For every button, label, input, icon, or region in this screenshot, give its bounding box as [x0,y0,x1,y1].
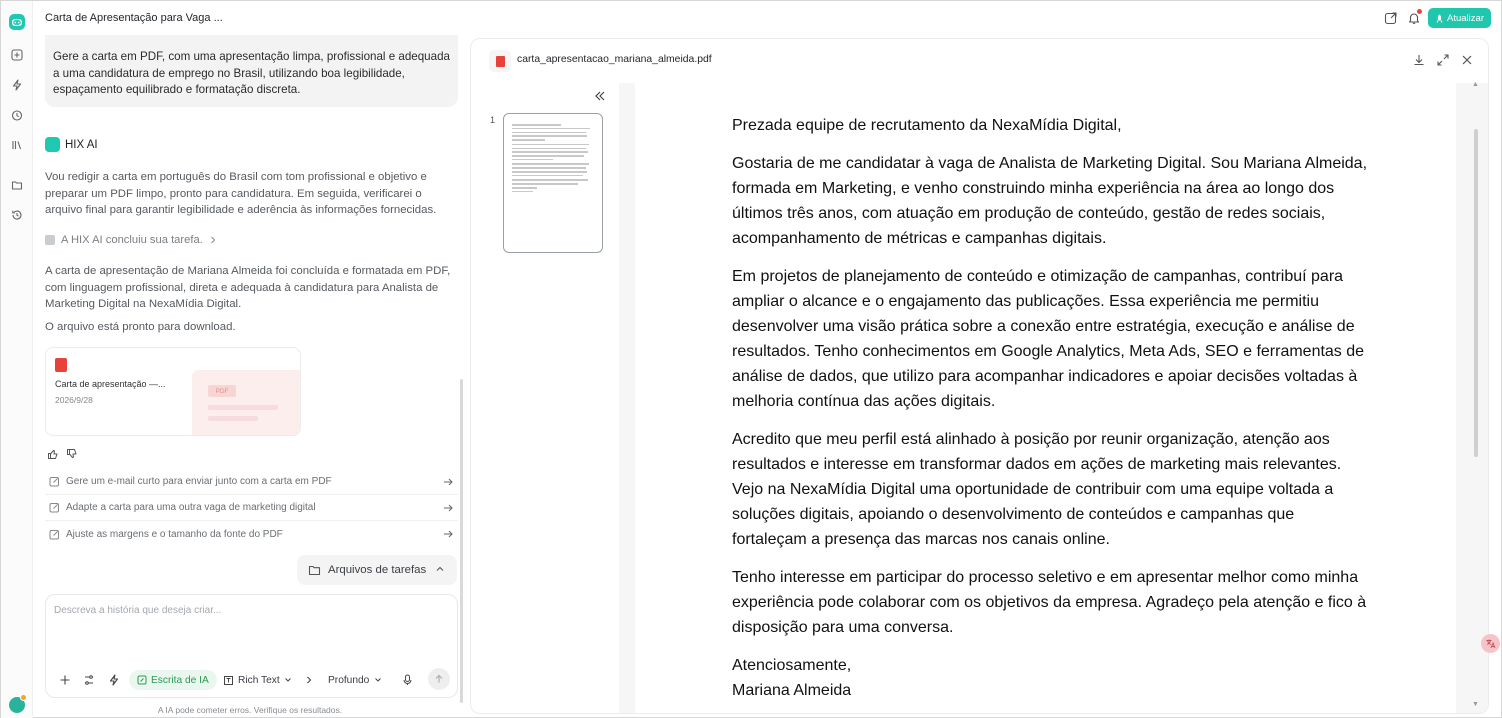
thumbs-up-icon[interactable] [47,448,59,460]
text-frame-icon [223,675,234,686]
ready-message: O arquivo está pronto para download. [45,321,236,333]
lightning-icon[interactable] [9,77,25,93]
task-status-label: A HIX AI concluiu sua tarefa. [61,234,203,246]
thumbs-down-icon[interactable] [66,448,78,460]
update-button[interactable] [1428,8,1491,28]
send-button[interactable] [428,668,450,690]
page-thumbnail[interactable] [503,113,603,253]
hix-logo-icon[interactable] [9,14,25,30]
arrow-right-icon [442,502,454,514]
ai-writing-toggle[interactable] [129,670,217,690]
library-icon[interactable] [9,137,25,153]
rocket-icon [1435,14,1444,23]
letter-signature: Mariana Almeida [732,682,852,699]
task-status[interactable] [45,234,217,246]
document-page [635,83,1456,714]
folder-icon[interactable] [9,177,25,193]
pen-icon [137,675,147,685]
ai-name: HIX AI [65,138,98,151]
new-chat-icon[interactable] [9,47,25,63]
arrow-right-icon [442,528,454,540]
expand-icon[interactable] [1436,53,1450,67]
letter-paragraph: Tenho interesse em participar do processo seletivo e em apresentar melhor como minha experiência pode colaborar com os objetivos da empresa. Agradeço pela atenção e fico à disposição para uma conversa. [732,569,1367,636]
user-message: Gere a carta em PDF, com uma apresentação limpa, profissional e adequada a uma candidatura de emprego no Brasil, utilizando boa legibilidade, espaçamento equilibrado e formatação discreta. [45,35,458,107]
chat-scrollbar[interactable] [460,379,463,703]
task-files-label: Arquivos de tarefas [328,564,427,576]
file-card-name: Carta de apresentação —... [55,379,166,389]
thumbnail-panel [471,83,619,714]
page-number: 1 [490,115,496,125]
microphone-icon[interactable] [402,670,413,690]
letter-closing: Atenciosamente, [732,657,852,674]
composer-input[interactable]: Descreva a história que deseja criar... [54,605,222,616]
file-card-date: 2026/9/28 [55,395,93,405]
chevron-right-icon [209,236,217,244]
document-area [619,83,1489,714]
chevron-up-icon [435,564,445,574]
pdf-file-icon [489,50,511,72]
history-icon[interactable] [9,207,25,223]
suggestion-label: Gere um e-mail curto para enviar junto com a carta em PDF [66,476,332,487]
rich-text-dropdown[interactable] [223,670,292,690]
ai-writing-label: Escrita de IA [151,674,209,686]
left-rail [1,1,33,718]
ai-result-message: A carta de apresentação de Mariana Almeida foi concluída e formatada em PDF, com linguagem profissional, direta e adequada à candidatura para Analista de Marketing Digital na NexaMídia Digital. [45,265,451,310]
arrow-up-icon [434,674,444,684]
download-icon[interactable] [1412,53,1426,67]
letter-salutation: Prezada equipe de recrutamento da NexaMídia Digital, [732,117,1122,134]
scroll-down-icon[interactable]: ▼ [1472,701,1479,708]
lightning-icon[interactable] [108,670,120,690]
tools-icon[interactable] [83,670,95,690]
collapse-panel-icon[interactable] [593,89,607,103]
letter-paragraph: Em projetos de planejamento de conteúdo e otimização de campanhas, contribuí para ampliar o alcance e o engajamento das publicações. Essa experiência me permitiu desenvolver uma visão prática sobre a conexão entre estratégia, execução e análise de resultados. Tenho conhecimentos em Google Analytics, Meta Ads, SEO e ferramentas de análise de dados, que utilizo para acompanhar indicadores e apoiar decisões voltadas à melhoria contínua das ações digitais. [732,268,1365,410]
pdf-viewer [470,38,1489,714]
clock-icon[interactable] [9,107,25,123]
hix-ai-logo-icon [45,137,60,152]
task-files-button[interactable] [297,555,457,585]
update-label: Atualizar [1447,12,1484,24]
letter-paragraph: Gostaria de me candidatar à vaga de Analista de Marketing Digital. Sou Mariana Almeida, formada em Marketing, e venho construindo minha experiência na área ao longo dos últimos três anos, com atuação em produção de conteúdo, gestão de redes sociais, acompanhamento de métricas e campanhas digitais. [732,155,1368,247]
chevron-down-icon [374,676,382,684]
notification-dot [1417,9,1422,14]
ai-intro-message: Vou redigir a carta em português do Brasil com tom profissional e objetivo e preparar um PDF limpo, pronto para candidatura. Em seguida, verificarei o arquivo final para garantir legibilidade e aderência às informações fornecidas. [45,171,437,216]
chat-title[interactable]: Carta de Apresentação para Vaga ... [45,12,223,24]
mode-dropdown[interactable] [328,670,382,690]
letter-body [732,113,1372,703]
suggestion-item[interactable] [45,495,458,521]
suggestion-label: Adapte a carta para uma outra vaga de marketing digital [66,502,316,513]
file-card-preview [192,370,301,436]
top-bar [34,1,1501,35]
letter-paragraph: Acredito que meu perfil está alinhado à posição por reunir organização, atenção aos resultados e interesse em transformar dados em ações de marketing mais relevantes. Vejo na NexaMídia Digital uma oportunidade de contribuir com uma equipe voltada a soluções digitais, apoiando o desenvolvimento de conteúdos e campanhas que fortaleçam a presença das marcas nos canais online. [732,431,1342,548]
share-icon[interactable] [1384,11,1398,25]
message-composer[interactable] [45,594,458,698]
document-scrollbar[interactable] [1474,129,1478,457]
mode-label: Profundo [328,674,370,686]
pdf-tag: PDF [208,385,236,397]
close-icon[interactable] [1460,53,1474,67]
pdf-icon [55,358,67,372]
edit-icon [49,529,60,540]
pdf-file-card[interactable] [45,347,301,436]
more-chevron-icon[interactable] [305,670,313,690]
translate-icon[interactable] [1481,634,1500,653]
suggestion-item[interactable] [45,469,458,495]
folder-icon [308,564,321,576]
scroll-up-icon[interactable]: ▲ [1472,81,1479,88]
arrow-right-icon [442,476,454,488]
viewer-filename: carta_apresentacao_mariana_almeida.pdf [517,54,712,65]
suggestion-item[interactable] [45,521,458,547]
edit-icon [49,476,60,487]
chat-panel [34,35,466,718]
chevron-down-icon [284,676,292,684]
viewer-header [471,39,1488,83]
ai-disclaimer: A IA pode cometer erros. Verifique os resultados. [157,705,343,715]
edit-icon [49,502,60,513]
ai-header [45,137,98,152]
task-check-icon [45,235,55,245]
suggestion-label: Ajuste as margens e o tamanho da fonte do PDF [66,528,283,540]
plus-icon[interactable] [59,670,71,690]
avatar-status-badge [20,694,27,701]
rich-text-label: Rich Text [238,674,280,686]
